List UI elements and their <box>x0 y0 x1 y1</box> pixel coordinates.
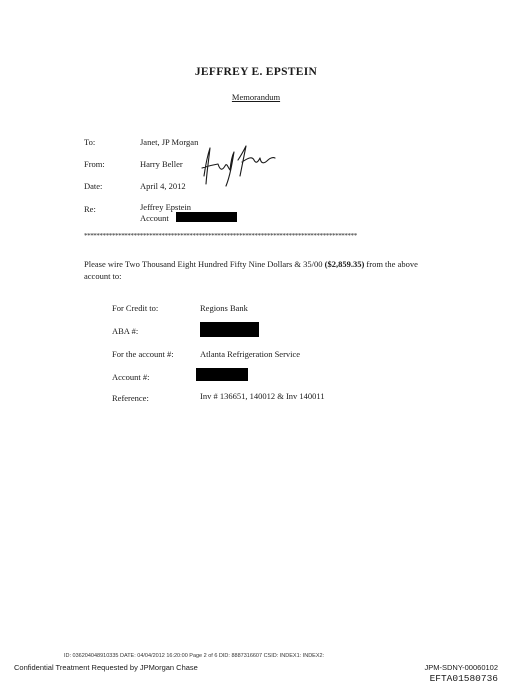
to-label: To: <box>84 137 96 147</box>
fax-header-line: ID: 036204048910335 DATE: 04/04/2012 16:20:00 Page 2 of 6 DID: 8887316607 CSID: INDEX1: INDEX2: <box>64 653 325 659</box>
redaction-box <box>200 322 259 337</box>
wire-amount: ($2,859.35) <box>324 259 365 269</box>
document-id: JPM-SDNY-00060102 <box>424 663 498 672</box>
redaction-box <box>196 368 248 381</box>
memo-title: JEFFREY E. EPSTEIN <box>194 66 318 78</box>
separator-line: **************************************************************************************** <box>84 232 357 240</box>
wire-instruction-tail: from the above account to: <box>84 259 418 281</box>
reference-value: Inv # 136651, 140012 & Inv 140011 <box>200 391 325 401</box>
aba-label: ABA #: <box>112 326 139 336</box>
reference-label: Reference: <box>112 393 149 403</box>
date-label: Date: <box>84 181 103 191</box>
date-value: April 4, 2012 <box>140 181 186 191</box>
memo-subtitle: Memorandum <box>231 92 281 102</box>
wire-instruction <box>84 258 444 282</box>
re-label: Re: <box>84 204 96 214</box>
for-account-value: Atlanta Refrigeration Service <box>200 349 301 359</box>
for-account-label: For the account #: <box>112 349 174 359</box>
from-value: Harry Beller <box>140 159 183 169</box>
handwritten-signature <box>198 140 276 192</box>
re-line-1: Jeffrey Epstein <box>140 202 192 212</box>
redaction-box <box>176 212 237 222</box>
from-label: From: <box>84 159 105 169</box>
bates-number: EFTA01580736 <box>429 673 498 684</box>
wire-instruction-text: Please wire Two Thousand Eight Hundred Fifty Nine Dollars & 35/00 <box>84 259 325 269</box>
credit-label: For Credit to: <box>112 303 159 313</box>
to-value: Janet, JP Morgan <box>140 137 199 147</box>
confidential-notice: Confidential Treatment Requested by JPMorgan Chase <box>14 663 198 672</box>
account-label: Account #: <box>112 372 150 382</box>
credit-value: Regions Bank <box>200 303 248 313</box>
re-line-2: Account <box>140 213 169 223</box>
